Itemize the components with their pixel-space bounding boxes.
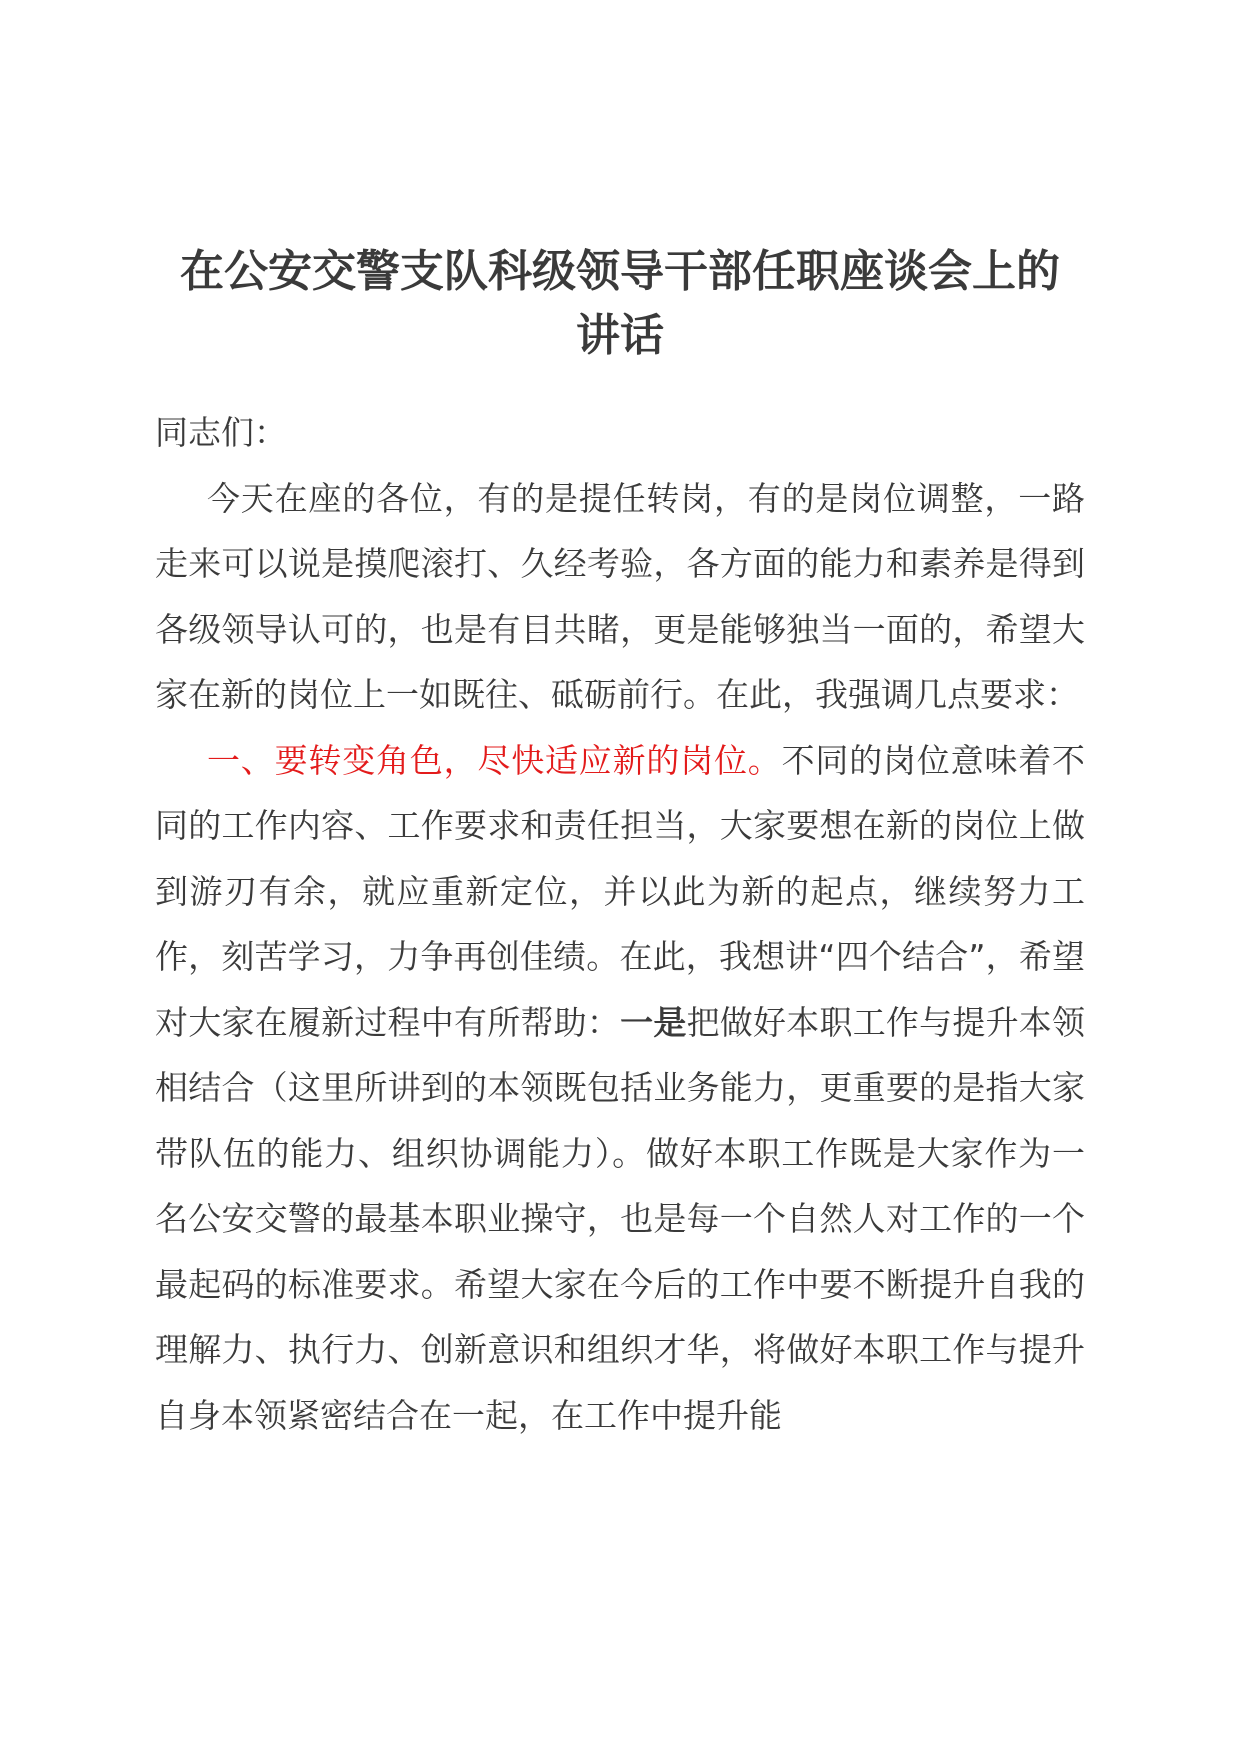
section-1-text-a: 不同的岗位意味着不同的工作内容、工作要求和责任担当，大家要想在新的岗位上做到游刃有余，就应重新定位，并以此为新的起点，继续努力工作，刻苦学习，力争再创佳绩。在此，我想讲“四个结合”，希望对大家在履新过程中有所帮助：: [155, 740, 1086, 1042]
intro-paragraph: 今天在座的各位，有的是提任转岗，有的是岗位调整，一路走来可以说是摸爬滚打、久经考验，各方面的能力和素养是得到各级领导认可的，也是有目共睹，更是能够独当一面的，希望大家在新的岗位上一如既往、砥砺前行。在此，我强调几点要求：: [155, 478, 1085, 714]
salutation: 同志们：: [155, 413, 287, 452]
section-1-paragraph: [155, 728, 1085, 1449]
title-line-1: 在公安交警支队科级领导干部任职座谈会上的: [180, 246, 1060, 297]
document-title: [150, 240, 1090, 368]
section-1-heading: 一、要转变角色，尽快适应新的岗位。: [207, 740, 782, 780]
section-1-text-b: 把做好本职工作与提升本领相结合（这里所讲到的本领既包括业务能力，更重要的是指大家带队伍的能力、组织协调能力）。做好本职工作既是大家作为一名公安交警的最基本职业操守，也是每一个自然人对工作的一个最起码的标准要求。希望大家在今后的工作中要不断提升自我的理解力、执行力、创新意识和组织才华，将做好本职工作与提升自身本领紧密结合在一起，在工作中提升能: [155, 1002, 1086, 1435]
title-line-2: 讲话: [576, 310, 664, 361]
document-body: [155, 400, 1085, 1448]
section-1-point-label: 一是: [620, 1002, 687, 1042]
